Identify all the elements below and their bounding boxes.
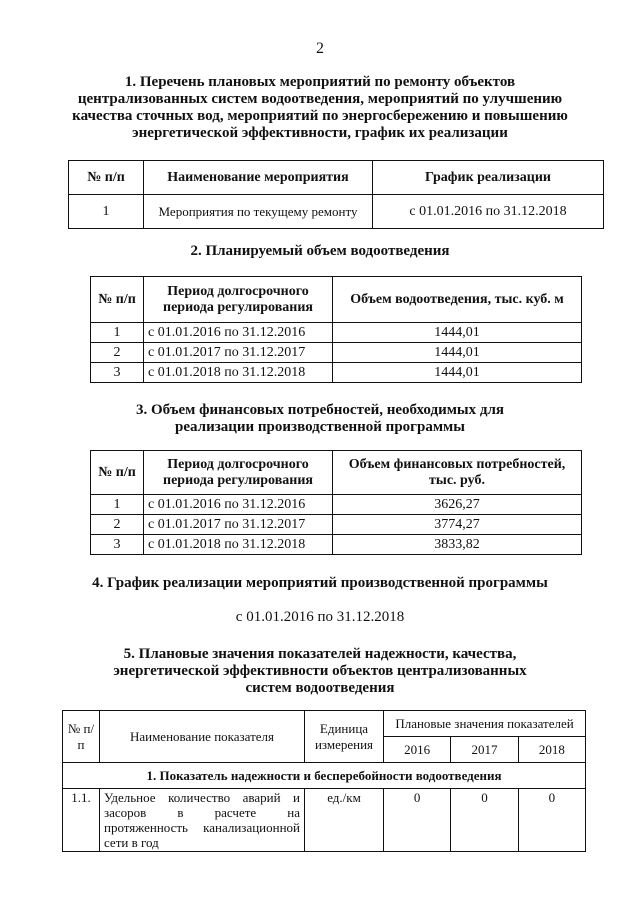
table-row xyxy=(69,195,604,229)
row-number: 3 xyxy=(91,535,144,555)
row-number: 1.1. xyxy=(63,789,100,852)
col-year-2016: 2016 xyxy=(384,737,451,763)
table-row xyxy=(63,789,586,852)
row-number: 1 xyxy=(91,495,144,515)
period: с 01.01.2018 по 31.12.2018 xyxy=(144,535,333,555)
col-number: № п/п xyxy=(91,451,144,495)
col-volume: Объем водоотведения, тыс. куб. м xyxy=(333,277,582,323)
section3-heading xyxy=(60,402,580,436)
col-planned-values: Плановые значения показателей xyxy=(384,711,586,737)
value-2016: 0 xyxy=(384,789,451,852)
heading-line: 1. Перечень плановых мероприятий по ремонту объектов xyxy=(124,74,516,90)
indicator-name: Удельное количество аварий и засоров в расчете на протяженность канализационной сети в год xyxy=(100,789,305,852)
col-year-2018: 2018 xyxy=(518,737,585,763)
table-header-row xyxy=(69,161,604,195)
heading-line: 3. Объем финансовых потребностей, необходимых для xyxy=(135,402,505,418)
section2-heading xyxy=(60,243,580,260)
col-number: № п/п xyxy=(69,161,144,195)
col-schedule: График реализации xyxy=(373,161,604,195)
volume-value: 1444,01 xyxy=(333,323,582,343)
col-number: № п/п xyxy=(91,277,144,323)
heading-line: 5. Плановые значения показателей надежности, качества, xyxy=(123,646,517,662)
table-header-row xyxy=(91,451,582,495)
indicators-table xyxy=(62,710,586,852)
volume-value: 1444,01 xyxy=(333,363,582,383)
table-section-row xyxy=(63,763,586,789)
table-row xyxy=(91,535,582,555)
page-number: 2 xyxy=(316,40,324,57)
table-row xyxy=(91,363,582,383)
heading-line: централизованных систем водоотведения, мероприятий по улучшению xyxy=(77,91,563,107)
period: с 01.01.2017 по 31.12.2017 xyxy=(144,515,333,535)
subsection-title: 1. Показатель надежности и бесперебойности водоотведения xyxy=(63,763,586,789)
col-period: Период долгосрочного периода регулирования xyxy=(144,277,333,323)
heading-line: реализации производственной программы xyxy=(175,419,465,435)
table-row xyxy=(91,343,582,363)
financial-value: 3833,82 xyxy=(333,535,582,555)
row-number: 1 xyxy=(69,195,144,229)
col-measure-name: Наименование мероприятия xyxy=(144,161,373,195)
heading-line: 4. График реализации мероприятий производственной программы xyxy=(92,575,548,591)
measures-table xyxy=(68,160,604,229)
period: с 01.01.2017 по 31.12.2017 xyxy=(144,343,333,363)
measure-name: Мероприятия по текущему ремонту xyxy=(144,195,373,229)
volume-table xyxy=(90,276,582,383)
table-row xyxy=(91,495,582,515)
section4-heading xyxy=(30,575,610,592)
table-header-row xyxy=(63,711,586,737)
row-number: 2 xyxy=(91,343,144,363)
col-number: № п/п xyxy=(63,711,100,763)
period: с 01.01.2016 по 31.12.2016 xyxy=(144,495,333,515)
table-row xyxy=(91,323,582,343)
financial-value: 3626,27 xyxy=(333,495,582,515)
row-number: 3 xyxy=(91,363,144,383)
col-financial: Объем финансовых потребностей, тыс. руб. xyxy=(333,451,582,495)
financial-table xyxy=(90,450,582,555)
schedule-value: с 01.01.2016 по 31.12.2018 xyxy=(373,195,604,229)
col-indicator-name: Наименование показателя xyxy=(100,711,305,763)
heading-line: энергетической эффективности объектов централизованных xyxy=(113,663,527,679)
heading-line: 2. Планируемый объем водоотведения xyxy=(190,243,450,259)
section1-heading xyxy=(60,74,580,142)
row-number: 2 xyxy=(91,515,144,535)
section4-period: с 01.01.2016 по 31.12.2018 xyxy=(235,609,405,625)
table-header-row xyxy=(91,277,582,323)
col-unit: Единица измерения xyxy=(305,711,384,763)
heading-line: качества сточных вод, мероприятий по энергосбережению и повышению xyxy=(72,108,568,124)
period: с 01.01.2018 по 31.12.2018 xyxy=(144,363,333,383)
section5-heading xyxy=(60,646,580,697)
table-row xyxy=(91,515,582,535)
unit-value: ед./км xyxy=(305,789,384,852)
row-number: 1 xyxy=(91,323,144,343)
heading-line: энергетической эффективности, график их реализации xyxy=(132,125,508,141)
financial-value: 3774,27 xyxy=(333,515,582,535)
col-year-2017: 2017 xyxy=(451,737,518,763)
period: с 01.01.2016 по 31.12.2016 xyxy=(144,323,333,343)
col-period: Период долгосрочного периода регулирования xyxy=(144,451,333,495)
value-2017: 0 xyxy=(451,789,518,852)
value-2018: 0 xyxy=(518,789,585,852)
volume-value: 1444,01 xyxy=(333,343,582,363)
heading-line: систем водоотведения xyxy=(245,680,395,696)
